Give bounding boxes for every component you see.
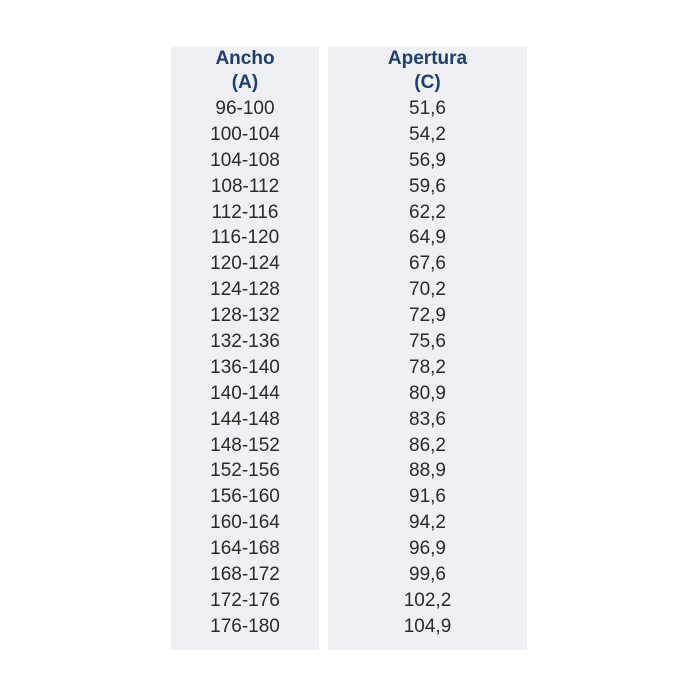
- ancho-cell: 136-140: [210, 356, 280, 378]
- ancho-cell: 156-160: [210, 486, 280, 508]
- ancho-cell: 96-100: [215, 98, 275, 119]
- ancho-cell: 108-112: [210, 175, 280, 197]
- column-ancho-values: [171, 96, 319, 640]
- ancho-cell: 120-124: [210, 253, 280, 275]
- ancho-cell: 104-108: [210, 149, 280, 171]
- header-ancho-label: Ancho: [215, 48, 275, 69]
- apertura-cell: 72,9: [409, 305, 446, 327]
- ancho-cell: 164-168: [210, 538, 280, 560]
- header-ancho: [171, 47, 319, 95]
- apertura-cell: 56,9: [409, 149, 446, 171]
- apertura-cell: 91,6: [409, 486, 446, 508]
- apertura-cell: 86,2: [409, 434, 446, 456]
- column-apertura-values: [328, 96, 527, 640]
- ancho-cell: 140-144: [210, 382, 280, 404]
- ancho-cell: 152-156: [210, 460, 280, 482]
- apertura-cell: 104,9: [403, 615, 452, 637]
- apertura-cell: 67,6: [409, 253, 446, 275]
- ancho-cell: 144-148: [210, 408, 280, 430]
- apertura-cell: 59,6: [409, 175, 446, 197]
- apertura-cell: 75,6: [409, 331, 446, 353]
- ancho-cell: 168-172: [210, 564, 280, 586]
- header-ancho-code: (A): [231, 72, 259, 93]
- ancho-cell: 100-104: [210, 123, 280, 145]
- ancho-cell: 148-152: [210, 434, 280, 456]
- ancho-cell: 124-128: [210, 279, 280, 301]
- ancho-cell: 176-180: [210, 615, 280, 637]
- ancho-cell: 132-136: [210, 331, 280, 353]
- apertura-cell: 70,2: [409, 279, 446, 301]
- apertura-cell: 102,2: [403, 589, 452, 611]
- apertura-cell: 96,9: [409, 538, 446, 560]
- ancho-cell: 116-120: [210, 227, 280, 249]
- header-apertura: [328, 47, 527, 95]
- apertura-cell: 51,6: [409, 98, 446, 119]
- ancho-cell: 160-164: [210, 512, 280, 534]
- apertura-cell: 78,2: [409, 356, 446, 378]
- column-apertura: [328, 47, 527, 650]
- apertura-cell: 88,9: [409, 460, 446, 482]
- apertura-cell: 54,2: [409, 123, 446, 145]
- apertura-cell: 62,2: [409, 201, 446, 223]
- apertura-cell: 80,9: [409, 382, 446, 404]
- apertura-cell: 83,6: [409, 408, 446, 430]
- apertura-cell: 94,2: [409, 512, 446, 534]
- apertura-cell: 64,9: [409, 227, 446, 249]
- column-ancho: [171, 47, 319, 650]
- ancho-cell: 112-116: [211, 201, 279, 223]
- ancho-cell: 128-132: [210, 305, 280, 327]
- apertura-cell: 99,6: [409, 564, 446, 586]
- header-apertura-label: Apertura: [387, 48, 468, 69]
- header-apertura-code: (C): [414, 72, 441, 93]
- ancho-cell: 172-176: [210, 589, 280, 611]
